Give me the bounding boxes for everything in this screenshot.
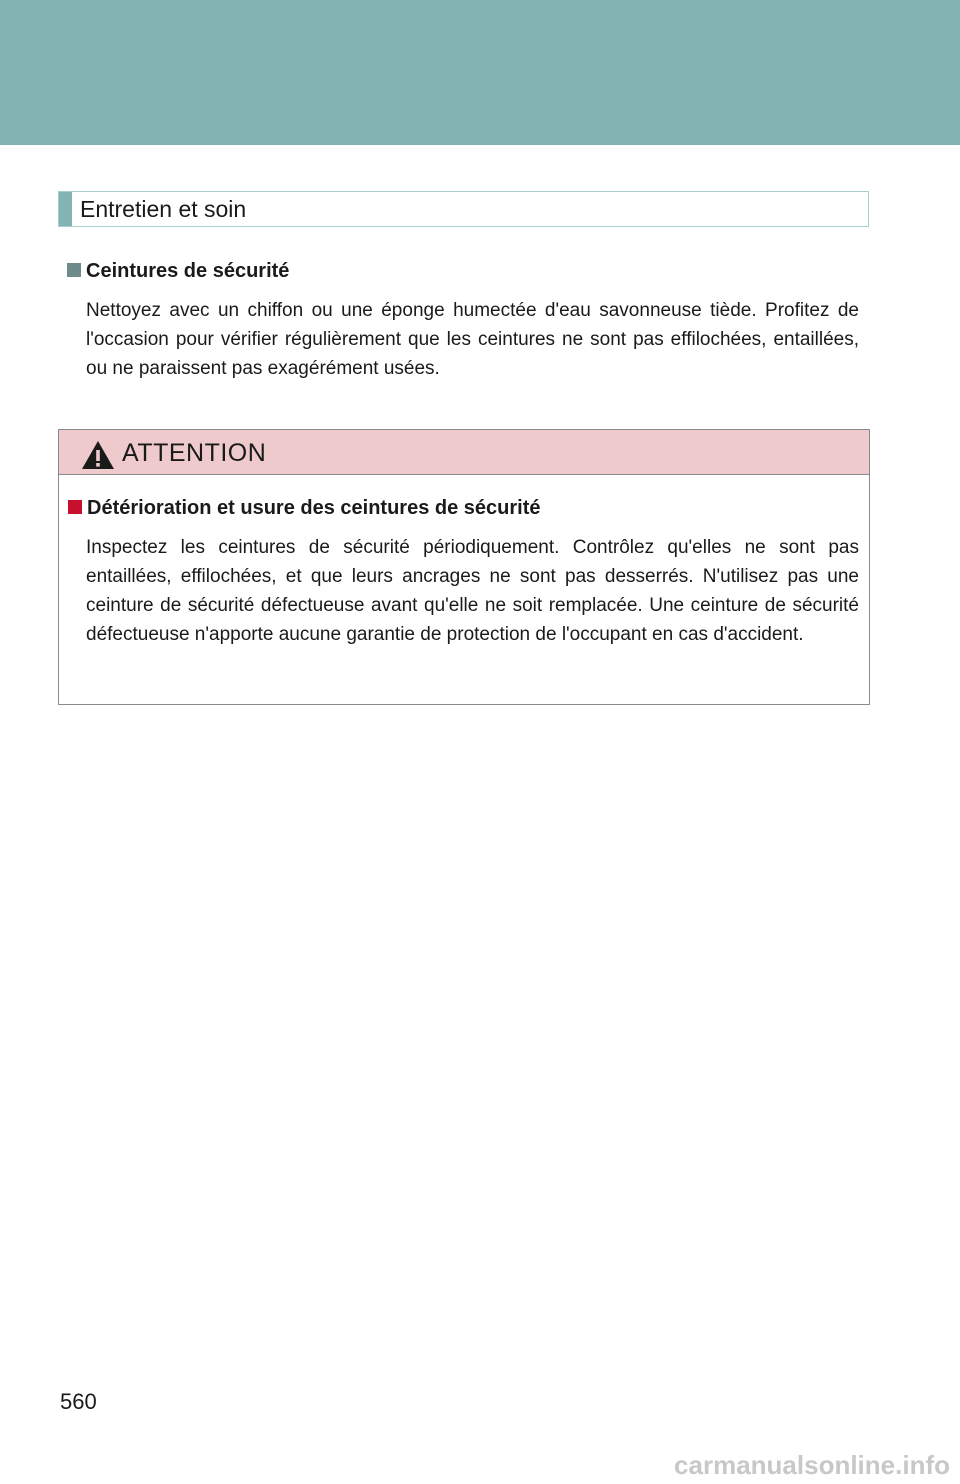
gray-square-bullet-icon xyxy=(67,263,81,277)
page-number: 560 xyxy=(60,1389,97,1414)
attention-box xyxy=(58,429,870,705)
warning-triangle-icon xyxy=(81,440,115,470)
section-header xyxy=(58,191,869,227)
attention-paragraph: Inspectez les ceintures de sécurité périodiquement. Contrôlez qu'elles ne sont pas entaillées, effilochées, et que leurs ancrages ne sont pas desserrés. N'utilisez pas une ceinture de sécurité défectueuse avant qu'elle ne soit remplacée. Une ceinture de sécurité défectueuse n'apporte aucune garantie de protection de l'occupant en cas d'accident. xyxy=(86,537,859,645)
attention-heading xyxy=(68,494,541,522)
top-color-band xyxy=(0,0,960,145)
maintenance-paragraph: Nettoyez avec un chiffon ou une éponge humectée d'eau savonneuse tiède. Profitez de l'occasion pour vérifier régulièrement que les ceintures ne sont pas effilochées, entaillées, ou ne paraissent pas exagérément usées. xyxy=(86,300,859,379)
attention-title: ATTENTION xyxy=(122,439,267,467)
section-header-accent xyxy=(59,192,72,226)
attention-heading-text: Détérioration et usure des ceintures de sécurité xyxy=(87,497,541,519)
watermark: carmanualsonline.info xyxy=(674,1450,950,1480)
red-square-bullet-icon xyxy=(68,500,82,514)
maintenance-heading xyxy=(67,257,289,285)
maintenance-heading-text: Ceintures de sécurité xyxy=(86,260,290,282)
section-title: Entretien et soin xyxy=(80,196,247,222)
attention-header xyxy=(59,430,869,475)
